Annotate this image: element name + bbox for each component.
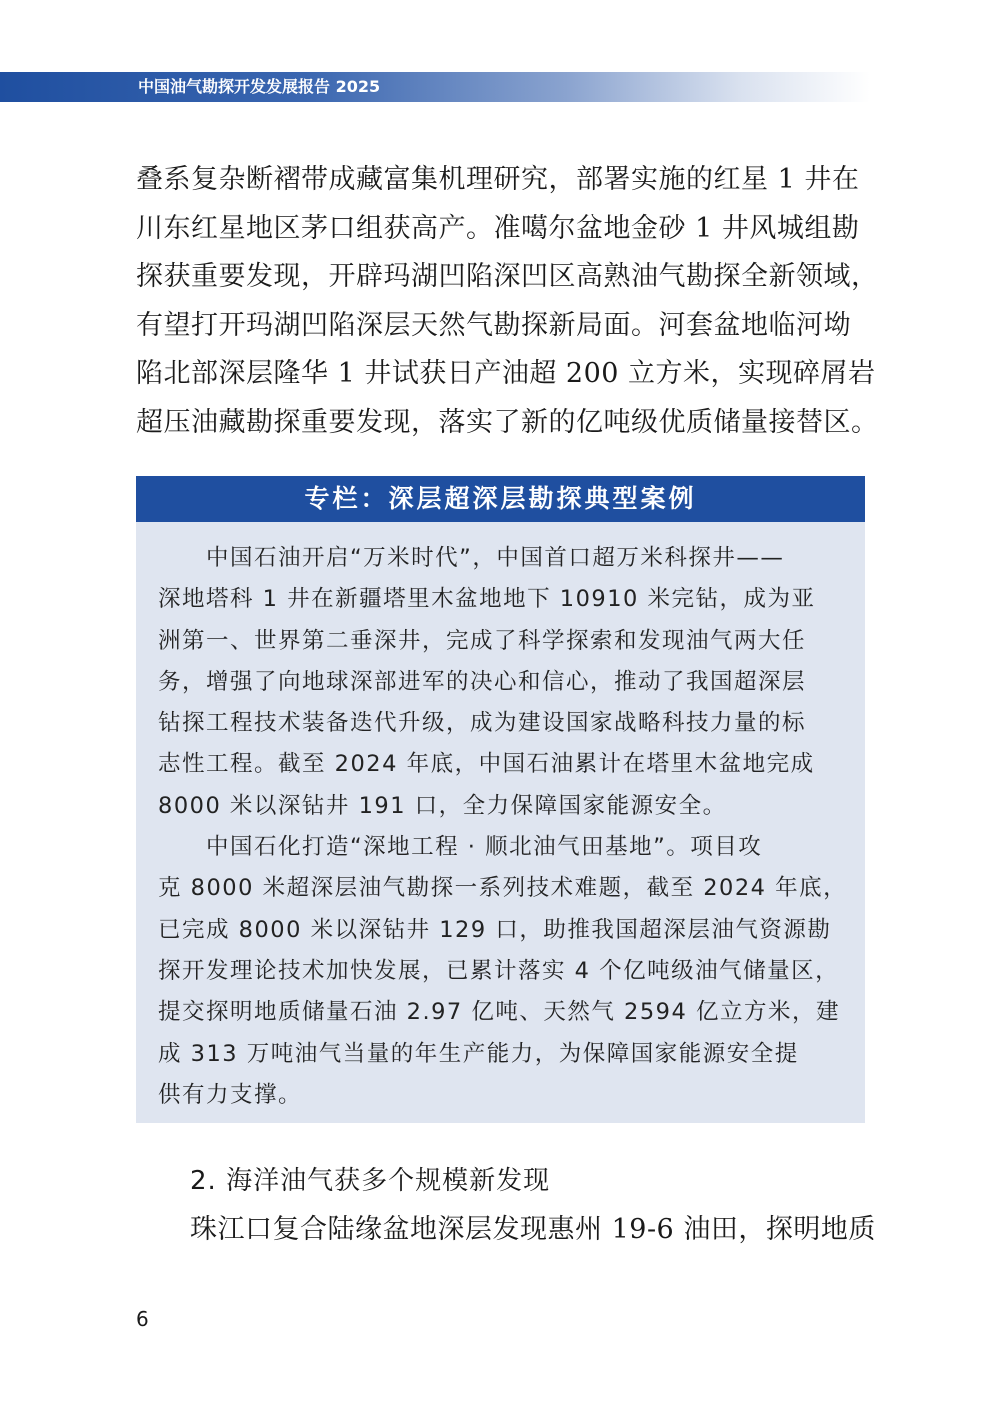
body-line: 探获重要发现，开辟玛湖凹陷深凹区高熟油气勘探全新领域， [136, 261, 879, 292]
sidebar-line: 深地塔科 1 井在新疆塔里木盆地地下 10910 米完钻，成为亚 [158, 586, 816, 613]
sidebar-line: 探开发理论技术加快发展，已累计落实 4 个亿吨级油气储量区， [158, 957, 840, 984]
body-line: 超压油藏勘探重要发现，落实了新的亿吨级优质储量接替区。 [136, 406, 879, 438]
section-heading: 2. 海洋油气获多个规模新发现 [190, 1166, 551, 1196]
sidebar-title: 专栏：深层超深层勘探典型案例 [136, 476, 865, 522]
body-line: 叠系复杂断褶带成藏富集机理研究，部署实施的红星 1 井在 [136, 164, 860, 195]
sidebar-line: 洲第一、世界第二垂深井，完成了科学探索和发现油气两大任 [158, 627, 807, 654]
header-band [0, 72, 870, 102]
page-number: 6 [136, 1307, 149, 1331]
sidebar-line: 提交探明地质储量石油 2.97 亿吨、天然气 2594 亿立方米，建 [158, 999, 840, 1026]
sidebar-line: 钻探工程技术装备迭代升级，成为建设国家战略科技力量的标 [158, 710, 807, 737]
sidebar-line: 中国石化打造“深地工程 · 顺北油气田基地”。项目攻 [158, 834, 763, 861]
sidebar-body [158, 538, 848, 1116]
sidebar-box [136, 476, 865, 1123]
section-paragraph-line: 珠江口复合陆缘盆地深层发现惠州 19-6 油田，探明地质 [190, 1214, 876, 1245]
sidebar-line: 务，增强了向地球深部进军的决心和信心，推动了我国超深层 [158, 668, 807, 695]
body-line: 川东红星地区茅口组获高产。准噶尔盆地金砂 1 井风城组勘 [136, 212, 860, 244]
sidebar-line: 克 8000 米超深层油气勘探一系列技术难题，截至 2024 年底， [158, 875, 848, 902]
sidebar-line: 已完成 8000 米以深钻井 129 口，助推我国超深层油气资源勘 [158, 916, 832, 943]
sidebar-line: 8000 米以深钻井 191 口，全力保障国家能源安全。 [158, 792, 727, 819]
sidebar-line: 中国石油开启“万米时代”，中国首口超万米科探井—— [158, 545, 785, 571]
sidebar-line: 志性工程。截至 2024 年底，中国石油累计在塔里木盆地完成 [158, 751, 815, 778]
body-line: 有望打开玛湖凹陷深层天然气勘探新局面。河套盆地临河坳 [136, 309, 851, 341]
body-paragraph [136, 156, 879, 447]
body-line: 陷北部深层隆华 1 井试获日产油超 200 立方米，实现碎屑岩 [136, 358, 876, 389]
sidebar-line: 成 313 万吨油气当量的年生产能力，为保障国家能源安全提 [158, 1040, 799, 1067]
sidebar-line: 供有力支撑。 [158, 1081, 303, 1108]
running-header-title: 中国油气勘探开发发展报告 2025 [138, 77, 381, 96]
